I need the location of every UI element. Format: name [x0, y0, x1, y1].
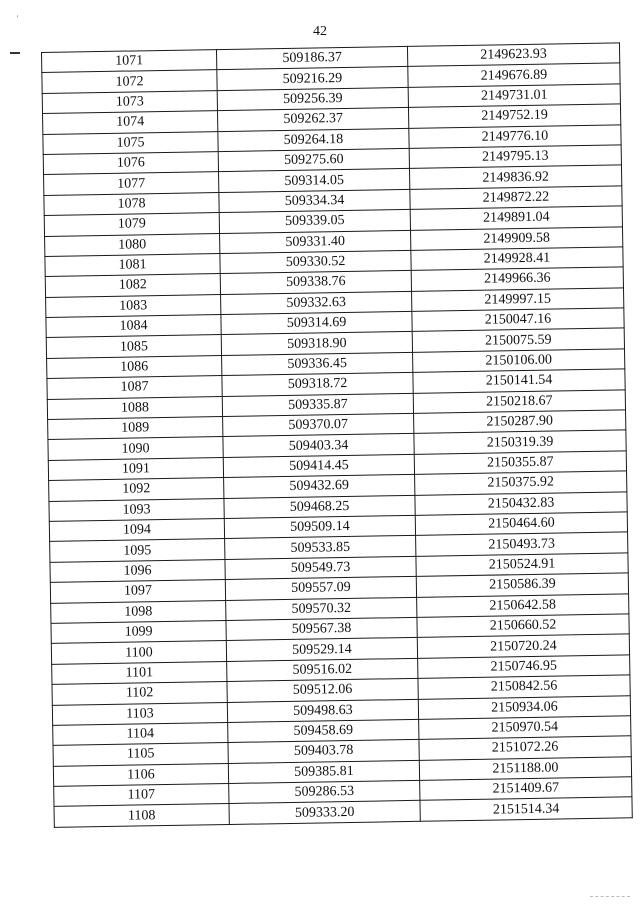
point-number-cell: 1075 [43, 131, 218, 154]
y-coordinate-cell: 2150464.60 [415, 512, 627, 536]
x-coordinate-cell: 509403.78 [228, 740, 419, 764]
x-coordinate-cell: 509286.53 [229, 780, 420, 804]
y-coordinate-cell: 2150586.39 [416, 573, 628, 597]
point-number-cell: 1107 [54, 784, 229, 807]
y-coordinate-cell: 2150642.58 [417, 593, 629, 617]
point-number-cell: 1081 [45, 253, 220, 276]
point-number-cell: 1108 [54, 804, 229, 827]
x-coordinate-cell: 509403.34 [223, 434, 414, 458]
y-coordinate-cell: 2150355.87 [414, 451, 626, 475]
point-number-cell: 1090 [48, 437, 223, 460]
y-coordinate-cell: 2150375.92 [415, 471, 627, 495]
point-number-cell: 1105 [53, 743, 228, 766]
x-coordinate-cell: 509256.39 [217, 87, 408, 111]
scan-dash-mark [10, 52, 20, 54]
y-coordinate-cell: 2149836.92 [409, 165, 621, 189]
y-coordinate-cell: 2151409.67 [420, 777, 632, 801]
coordinates-table [41, 42, 633, 827]
x-coordinate-cell: 509370.07 [223, 413, 414, 437]
x-coordinate-cell: 509333.20 [229, 801, 420, 825]
x-coordinate-cell: 509339.05 [219, 210, 410, 234]
y-coordinate-cell: 2149731.01 [408, 84, 620, 108]
x-coordinate-cell: 509331.40 [220, 230, 411, 254]
point-number-cell: 1071 [42, 50, 217, 73]
y-coordinate-cell: 2150287.90 [414, 410, 626, 434]
point-number-cell: 1087 [47, 376, 222, 399]
y-coordinate-cell: 2150746.95 [418, 655, 630, 679]
point-number-cell: 1092 [49, 478, 224, 501]
y-coordinate-cell: 2149872.22 [410, 186, 622, 210]
point-number-cell: 1097 [50, 580, 225, 603]
y-coordinate-cell: 2149891.04 [410, 206, 622, 230]
point-number-cell: 1076 [43, 152, 218, 175]
point-number-cell: 1072 [42, 70, 217, 93]
y-coordinate-cell: 2150493.73 [416, 532, 628, 556]
y-coordinate-cell: 2150319.39 [414, 430, 626, 454]
x-coordinate-cell: 509516.02 [227, 658, 418, 682]
point-number-cell: 1093 [49, 498, 224, 521]
scan-edge-line [590, 896, 630, 897]
point-number-cell: 1082 [45, 274, 220, 297]
y-coordinate-cell: 2150106.00 [413, 349, 625, 373]
x-coordinate-cell: 509512.06 [227, 678, 418, 702]
point-number-cell: 1102 [52, 682, 227, 705]
point-number-cell: 1086 [47, 355, 222, 378]
x-coordinate-cell: 509498.63 [227, 699, 418, 723]
point-number-cell: 1077 [44, 172, 219, 195]
y-coordinate-cell: 2151072.26 [419, 736, 631, 760]
y-coordinate-cell: 2150934.06 [418, 695, 630, 719]
x-coordinate-cell: 509432.69 [224, 475, 415, 499]
x-coordinate-cell: 509385.81 [228, 760, 419, 784]
point-number-cell: 1085 [46, 335, 221, 358]
y-coordinate-cell: 2151514.34 [420, 797, 632, 821]
y-coordinate-cell: 2150075.59 [412, 328, 624, 352]
x-coordinate-cell: 509567.38 [226, 617, 417, 641]
x-coordinate-cell: 509318.72 [222, 373, 413, 397]
y-coordinate-cell: 2151188.00 [419, 756, 631, 780]
y-coordinate-cell: 2150218.67 [413, 390, 625, 414]
x-coordinate-cell: 509264.18 [218, 128, 409, 152]
x-coordinate-cell: 509262.37 [217, 108, 408, 132]
y-coordinate-cell: 2150141.54 [413, 369, 625, 393]
point-number-cell: 1083 [46, 294, 221, 317]
point-number-cell: 1100 [51, 641, 226, 664]
point-number-cell: 1084 [46, 315, 221, 338]
y-coordinate-cell: 2149928.41 [411, 247, 623, 271]
x-coordinate-cell: 509314.69 [221, 311, 412, 335]
x-coordinate-cell: 509334.34 [219, 189, 410, 213]
x-coordinate-cell: 509275.60 [218, 148, 409, 172]
point-number-cell: 1079 [44, 213, 219, 236]
point-number-cell: 1089 [48, 417, 223, 440]
x-coordinate-cell: 509557.09 [225, 577, 416, 601]
x-coordinate-cell: 509186.37 [216, 46, 407, 70]
y-coordinate-cell: 2149752.19 [408, 104, 620, 128]
page-number: 42 [313, 24, 327, 39]
point-number-cell: 1103 [52, 702, 227, 725]
point-number-cell: 1074 [43, 111, 218, 134]
x-coordinate-cell: 509216.29 [217, 67, 408, 91]
x-coordinate-cell: 509468.25 [224, 495, 415, 519]
x-coordinate-cell: 509318.90 [221, 332, 412, 356]
point-number-cell: 1078 [44, 192, 219, 215]
y-coordinate-cell: 2149909.58 [411, 226, 623, 250]
x-coordinate-cell: 509332.63 [221, 291, 412, 315]
point-number-cell: 1080 [45, 233, 220, 256]
x-coordinate-cell: 509314.05 [219, 169, 410, 193]
point-number-cell: 1104 [53, 722, 228, 745]
x-coordinate-cell: 509533.85 [225, 536, 416, 560]
x-coordinate-cell: 509336.45 [222, 352, 413, 376]
y-coordinate-cell: 2150524.91 [416, 553, 628, 577]
y-coordinate-cell: 2149997.15 [412, 288, 624, 312]
y-coordinate-cell: 2150970.54 [419, 716, 631, 740]
y-coordinate-cell: 2149966.36 [411, 267, 623, 291]
y-coordinate-cell: 2149776.10 [409, 124, 621, 148]
coordinates-table-body [42, 43, 633, 827]
point-number-cell: 1094 [49, 519, 224, 542]
x-coordinate-cell: 509338.76 [220, 271, 411, 295]
y-coordinate-cell: 2150720.24 [417, 634, 629, 658]
point-number-cell: 1088 [47, 396, 222, 419]
x-coordinate-cell: 509570.32 [226, 597, 417, 621]
x-coordinate-cell: 509330.52 [220, 250, 411, 274]
point-number-cell: 1073 [42, 90, 217, 113]
x-coordinate-cell: 509509.14 [224, 515, 415, 539]
point-number-cell: 1099 [51, 620, 226, 643]
point-number-cell: 1101 [52, 661, 227, 684]
y-coordinate-cell: 2149676.89 [408, 63, 620, 87]
point-number-cell: 1095 [50, 539, 225, 562]
point-number-cell: 1096 [50, 559, 225, 582]
y-coordinate-cell: 2150432.83 [415, 491, 627, 515]
y-coordinate-cell: 2150660.52 [417, 614, 629, 638]
scan-speck-mark: ' [17, 14, 19, 23]
point-number-cell: 1098 [51, 600, 226, 623]
x-coordinate-cell: 509414.45 [223, 454, 414, 478]
x-coordinate-cell: 509549.73 [225, 556, 416, 580]
y-coordinate-cell: 2150047.16 [412, 308, 624, 332]
y-coordinate-cell: 2150842.56 [418, 675, 630, 699]
point-number-cell: 1091 [48, 457, 223, 480]
point-number-cell: 1106 [53, 763, 228, 786]
x-coordinate-cell: 509335.87 [222, 393, 413, 417]
y-coordinate-cell: 2149623.93 [407, 43, 619, 67]
y-coordinate-cell: 2149795.13 [409, 145, 621, 169]
x-coordinate-cell: 509529.14 [226, 638, 417, 662]
x-coordinate-cell: 509458.69 [228, 719, 419, 743]
